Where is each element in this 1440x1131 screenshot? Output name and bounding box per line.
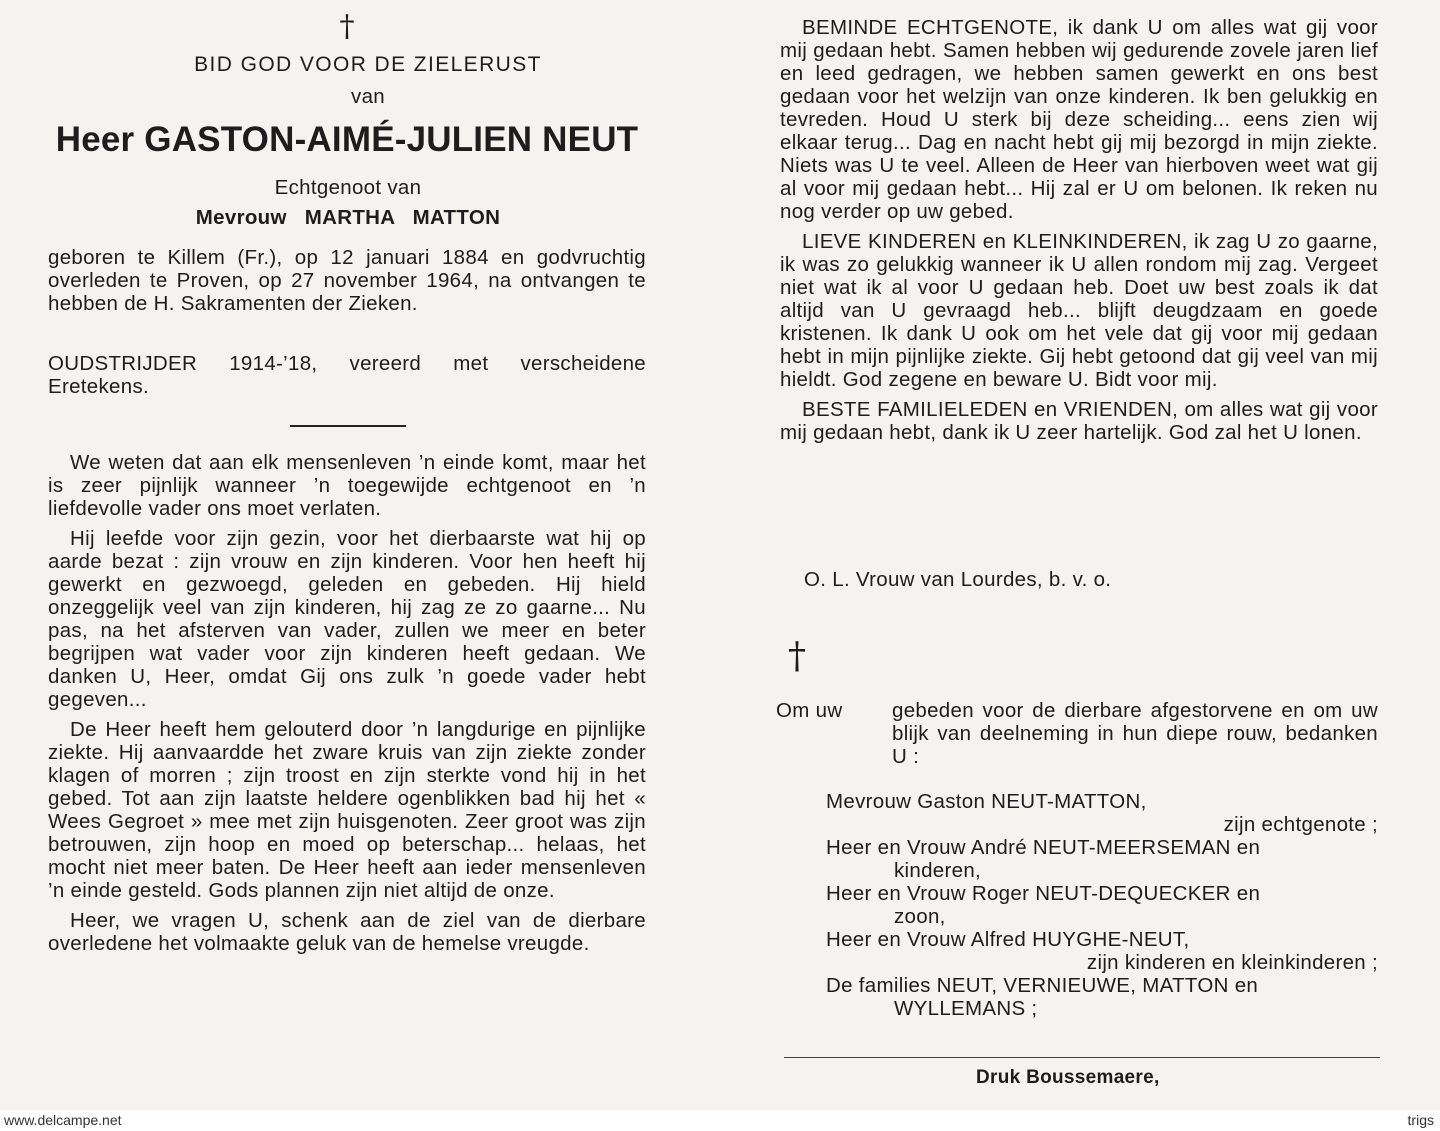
divider: [290, 425, 406, 427]
family-line: Mevrouw Gaston NEUT-MATTON,: [826, 790, 1147, 813]
watermark-url: www.delcampe.net: [4, 1112, 122, 1128]
family-entry: [826, 790, 1378, 836]
van-label: van: [351, 85, 385, 108]
paragraph: De Heer heeft hem gelouterd door ’n langdurige en pijnlijke ziekte. Hij aanvaardde het zware kruis van zijn ziekte zonder klagen of morren ; zijn troost en zijn sterkte vond hij in het gebed. Tot aan zijn laatste heldere ogenblikken bad hij het « Wees Gegroet » mee met zijn huisgenoten. Zeer groot was zijn betrouwen, zijn hoop en moed op beterschap... helaas, het mocht niet meer baten. De Heer heeft aan ieder mensenleven ’n einde gesteld. Gods plannen zijn niet altijd de onze.: [48, 718, 646, 902]
family-entry: [826, 836, 1378, 882]
cross-icon: †: [339, 9, 355, 44]
family-line: Heer en Vrouw André NEUT-MEERSEMAN en: [826, 836, 1261, 859]
family-line: kinderen,: [894, 859, 982, 882]
birth-text: geboren te Killem (Fr.), op 12 januari 1884 en godvruchtig overleden te Proven, op 27 november 1964, na ontvangen te hebben de H. Sakramenten der Zieken.: [48, 246, 646, 315]
watermark-user: trigs: [1407, 1112, 1434, 1128]
family-line: zijn kinderen en kleinkinderen ;: [1086, 951, 1378, 974]
family-line: WYLLEMANS ;: [894, 997, 1038, 1020]
family-line: Heer en Vrouw Alfred HUYGHE-NEUT,: [826, 928, 1190, 951]
cross-icon: †: [788, 636, 806, 677]
signature: O. L. Vrouw van Lourdes, b. v. o.: [804, 568, 1112, 591]
family-line: zoon,: [894, 905, 946, 928]
paragraph: BEMINDE ECHTGENOTE, ik dank U om alles wat gij voor mij gedaan hebt. Samen hebben wij gedurende zovele jaren lief en leed gedragen, we hebben samen gewerkt en ons best gedaan voor het welzijn van onze kinderen. Ik ben gelukkig en tevreden. Houd U sterk bij deze scheiding... eens zien wij elkaar terug... Dag en nacht hebt gij mij bezorgd in mijn ziekte. Niets was U te veel. Alleen de Heer van hierboven weet wat gij al voor mij gedaan hebt... Hij zal er U om belonen. Ik reken nu nog verder op uw gebed.: [780, 16, 1378, 223]
family-entry: [826, 974, 1378, 1020]
paragraph: LIEVE KINDEREN en KLEINKINDEREN, ik zag U zo gaarne, ik was zo gelukkig wanneer ik U allen rondom mij zag. Vergeet niet wat ik al voor U gedaan heb. Doet uw best zoals ik dat altijd van U gevraagd heb... blijft deugdzaam en goede kristenen. Ik dank U ook om het vele dat gij voor mij gedaan hebt in mijn pijnlijke ziekte. Gij hebt getoond dat gij veel van mij hieldt. God zegene en beware U. Bidt voor mij.: [780, 230, 1378, 391]
veteran-text: OUDSTRIJDER 1914-’18, vereerd met verscheidene Eretekens.: [48, 352, 646, 398]
family-line: Heer en Vrouw Roger NEUT-DEQUECKER en: [826, 882, 1261, 905]
right-paragraphs: [780, 16, 1378, 451]
spouse-intro: Echtgenoot van: [274, 176, 422, 199]
paragraph: Hij leefde voor zijn gezin, voor het dierbaarste wat hij op aarde bezat : zijn vrouw en zijn kinderen. Voor hen heeft hij gewerkt en gezwoegd, geleden en gebeden. Hij hield onzeggelijk veel van zijn kinderen, hij zag ze zo gaarne... Nu pas, na het afsterven van vader, zullen we meer en beter begrijpen wat vader voor zijn kinderen heeft gedaan. We danken U, Heer, omdat Gij ons zulk ’n goede vader hebt gegeven...: [48, 527, 646, 711]
thanks-intro-a: Om uw: [776, 699, 843, 722]
divider: [784, 1057, 1380, 1058]
paragraph: BESTE FAMILIELEDEN en VRIENDEN, om alles wat gij voor mij gedaan hebt, dank ik U zeer hartelijk. God zal het U lonen.: [780, 398, 1378, 444]
spouse-name: Mevrouw MARTHA MATTON: [195, 206, 501, 229]
thanks-intro-b: gebeden voor de dierbare afgestorvene en om uw blijk van deelneming in hun diepe rouw, bedanken U :: [892, 699, 1378, 768]
family-line: De families NEUT, VERNIEUWE, MATTON en: [826, 974, 1259, 997]
printer-credit: Druk Boussemaere,: [976, 1067, 1160, 1088]
family-entry: [826, 928, 1378, 974]
watermark-bar: [0, 1110, 1440, 1131]
family-list: [826, 790, 1378, 1020]
family-line: zijn echtgenote ;: [1223, 813, 1378, 836]
paragraph: Heer, we vragen U, schenk aan de ziel van de dierbare overledene het volmaakte geluk van de hemelse vreugde.: [48, 909, 646, 955]
family-entry: [826, 882, 1378, 928]
left-paragraphs: [48, 451, 646, 962]
paragraph: We weten dat aan elk mensenleven ’n einde komt, maar het is zeer pijnlijk wanneer ’n toegewijde echtgenoot en ’n liefdevolle vader ons moet verlaten.: [48, 451, 646, 520]
deceased-name: Heer GASTON-AIMÉ-JULIEN NEUT: [55, 120, 639, 159]
prayer-heading: BID GOD VOOR DE ZIELERUST: [194, 53, 542, 76]
